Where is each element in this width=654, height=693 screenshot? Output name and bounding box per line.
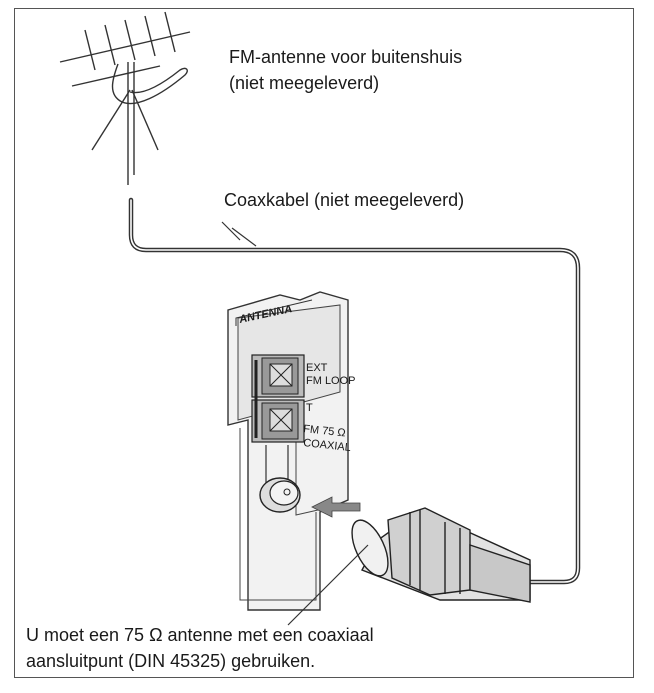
ext-label: EXT [306,362,328,374]
coaxial-label: COAXIAL [302,437,352,454]
impedance-note [26,622,374,674]
antenna-label-line1: FM-antenne voor buitenshuis [229,47,463,67]
panel-title: ANTENNA [238,303,294,326]
coax-plug-icon [345,508,530,602]
antenna-label [229,44,462,96]
antenna-label-line2: (niet meegeleverd) [229,73,380,93]
coax-cable-label: Coaxkabel (niet meegeleverd) [224,190,465,210]
note-line1: U moet een 75 Ω antenne met een coaxiaal [26,625,374,645]
t-label: T [306,402,313,414]
fm-75-label: FM 75 Ω [302,423,347,440]
fm-antenna-icon [60,12,190,185]
fm-loop-label: FM LOOP [306,375,356,387]
note-line2: aansluitpunt (DIN 45325) gebruiken. [26,651,316,671]
